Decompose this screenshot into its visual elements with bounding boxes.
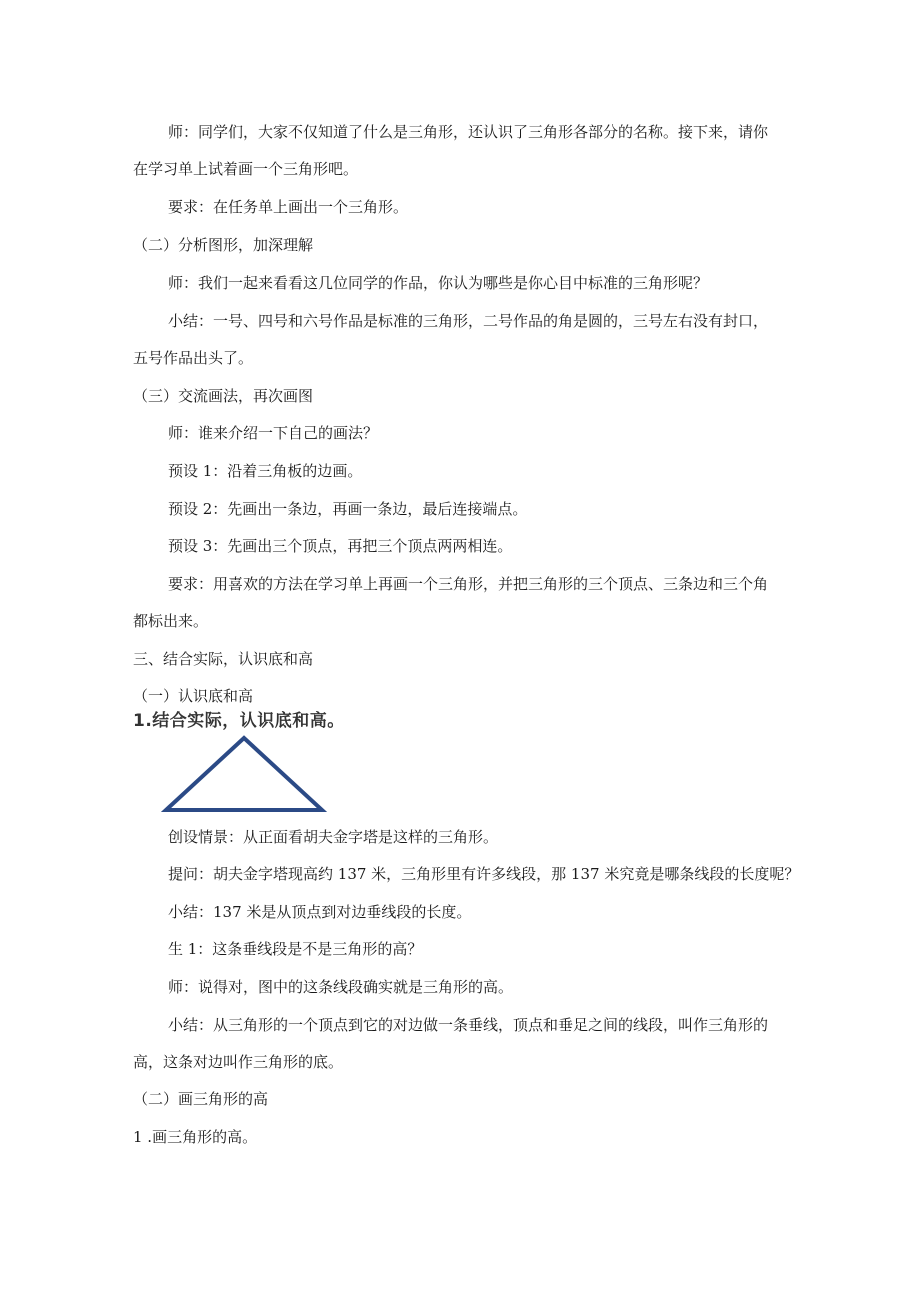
- section-heading-analyze: （二）分析图形，加深理解: [133, 236, 314, 254]
- section-heading-base-height: （一）认识底和高: [133, 687, 254, 705]
- section-heading-three: 三、结合实际，认识底和高: [133, 650, 314, 668]
- paragraph-requirement-2: 要求：用喜欢的方法在学习单上再画一个三角形，并把三角形的三个顶点、三条边和三个角: [168, 575, 769, 593]
- paragraph-student-1: 生 1：这条垂线段是不是三角形的高？: [168, 940, 423, 958]
- figure-caption: 1.结合实际，认识底和高。: [133, 711, 345, 731]
- paragraph-summary-1: 小结：一号、四号和六号作品是标准的三角形，二号作品的角是圆的，三号左右没有封口，: [168, 312, 769, 330]
- section-heading-exchange: （三）交流画法，再次画图: [133, 387, 314, 405]
- paragraph-preset-2: 预设 2：先画出一条边，再画一条边，最后连接端点。: [168, 500, 528, 518]
- paragraph-teacher-question: 师：我们一起来看看这几位同学的作品，你认为哪些是你心目中标准的三角形呢？: [168, 274, 709, 292]
- pyramid-triangle-figure: [160, 732, 330, 814]
- paragraph-draw-height: 1 .画三角形的高。: [133, 1128, 258, 1146]
- section-heading-draw-height: （二）画三角形的高: [133, 1090, 269, 1108]
- paragraph-question: 提问：胡夫金字塔现高约 137 米，三角形里有许多线段，那 137 米究竟是哪条线段的长度呢？: [168, 865, 800, 883]
- triangle-shape: [166, 738, 322, 810]
- paragraph-teacher-intro-cont: 在学习单上试着画一个三角形吧。: [133, 160, 359, 178]
- paragraph-requirement-2-cont: 都标出来。: [133, 612, 209, 630]
- paragraph-teacher-confirm: 师：说得对，图中的这条线段确实就是三角形的高。: [168, 978, 514, 996]
- paragraph-preset-1: 预设 1：沿着三角板的边画。: [168, 462, 363, 480]
- paragraph-summary-1-cont: 五号作品出头了。: [133, 349, 254, 367]
- paragraph-requirement-1: 要求：在任务单上画出一个三角形。: [168, 198, 409, 216]
- paragraph-summary-2: 小结：137 米是从顶点到对边垂线段的长度。: [168, 903, 472, 921]
- paragraph-summary-3-cont: 高，这条对边叫作三角形的底。: [133, 1053, 344, 1071]
- paragraph-teacher-method: 师：谁来介绍一下自己的画法？: [168, 424, 379, 442]
- paragraph-teacher-intro: 师：同学们，大家不仅知道了什么是三角形，还认识了三角形各部分的名称。接下来，请你: [168, 123, 769, 141]
- paragraph-summary-3: 小结：从三角形的一个顶点到它的对边做一条垂线，顶点和垂足之间的线段，叫作三角形的: [168, 1016, 769, 1034]
- paragraph-scenario: 创设情景：从正面看胡夫金字塔是这样的三角形。: [168, 828, 499, 846]
- paragraph-preset-3: 预设 3：先画出三个顶点，再把三个顶点两两相连。: [168, 537, 513, 555]
